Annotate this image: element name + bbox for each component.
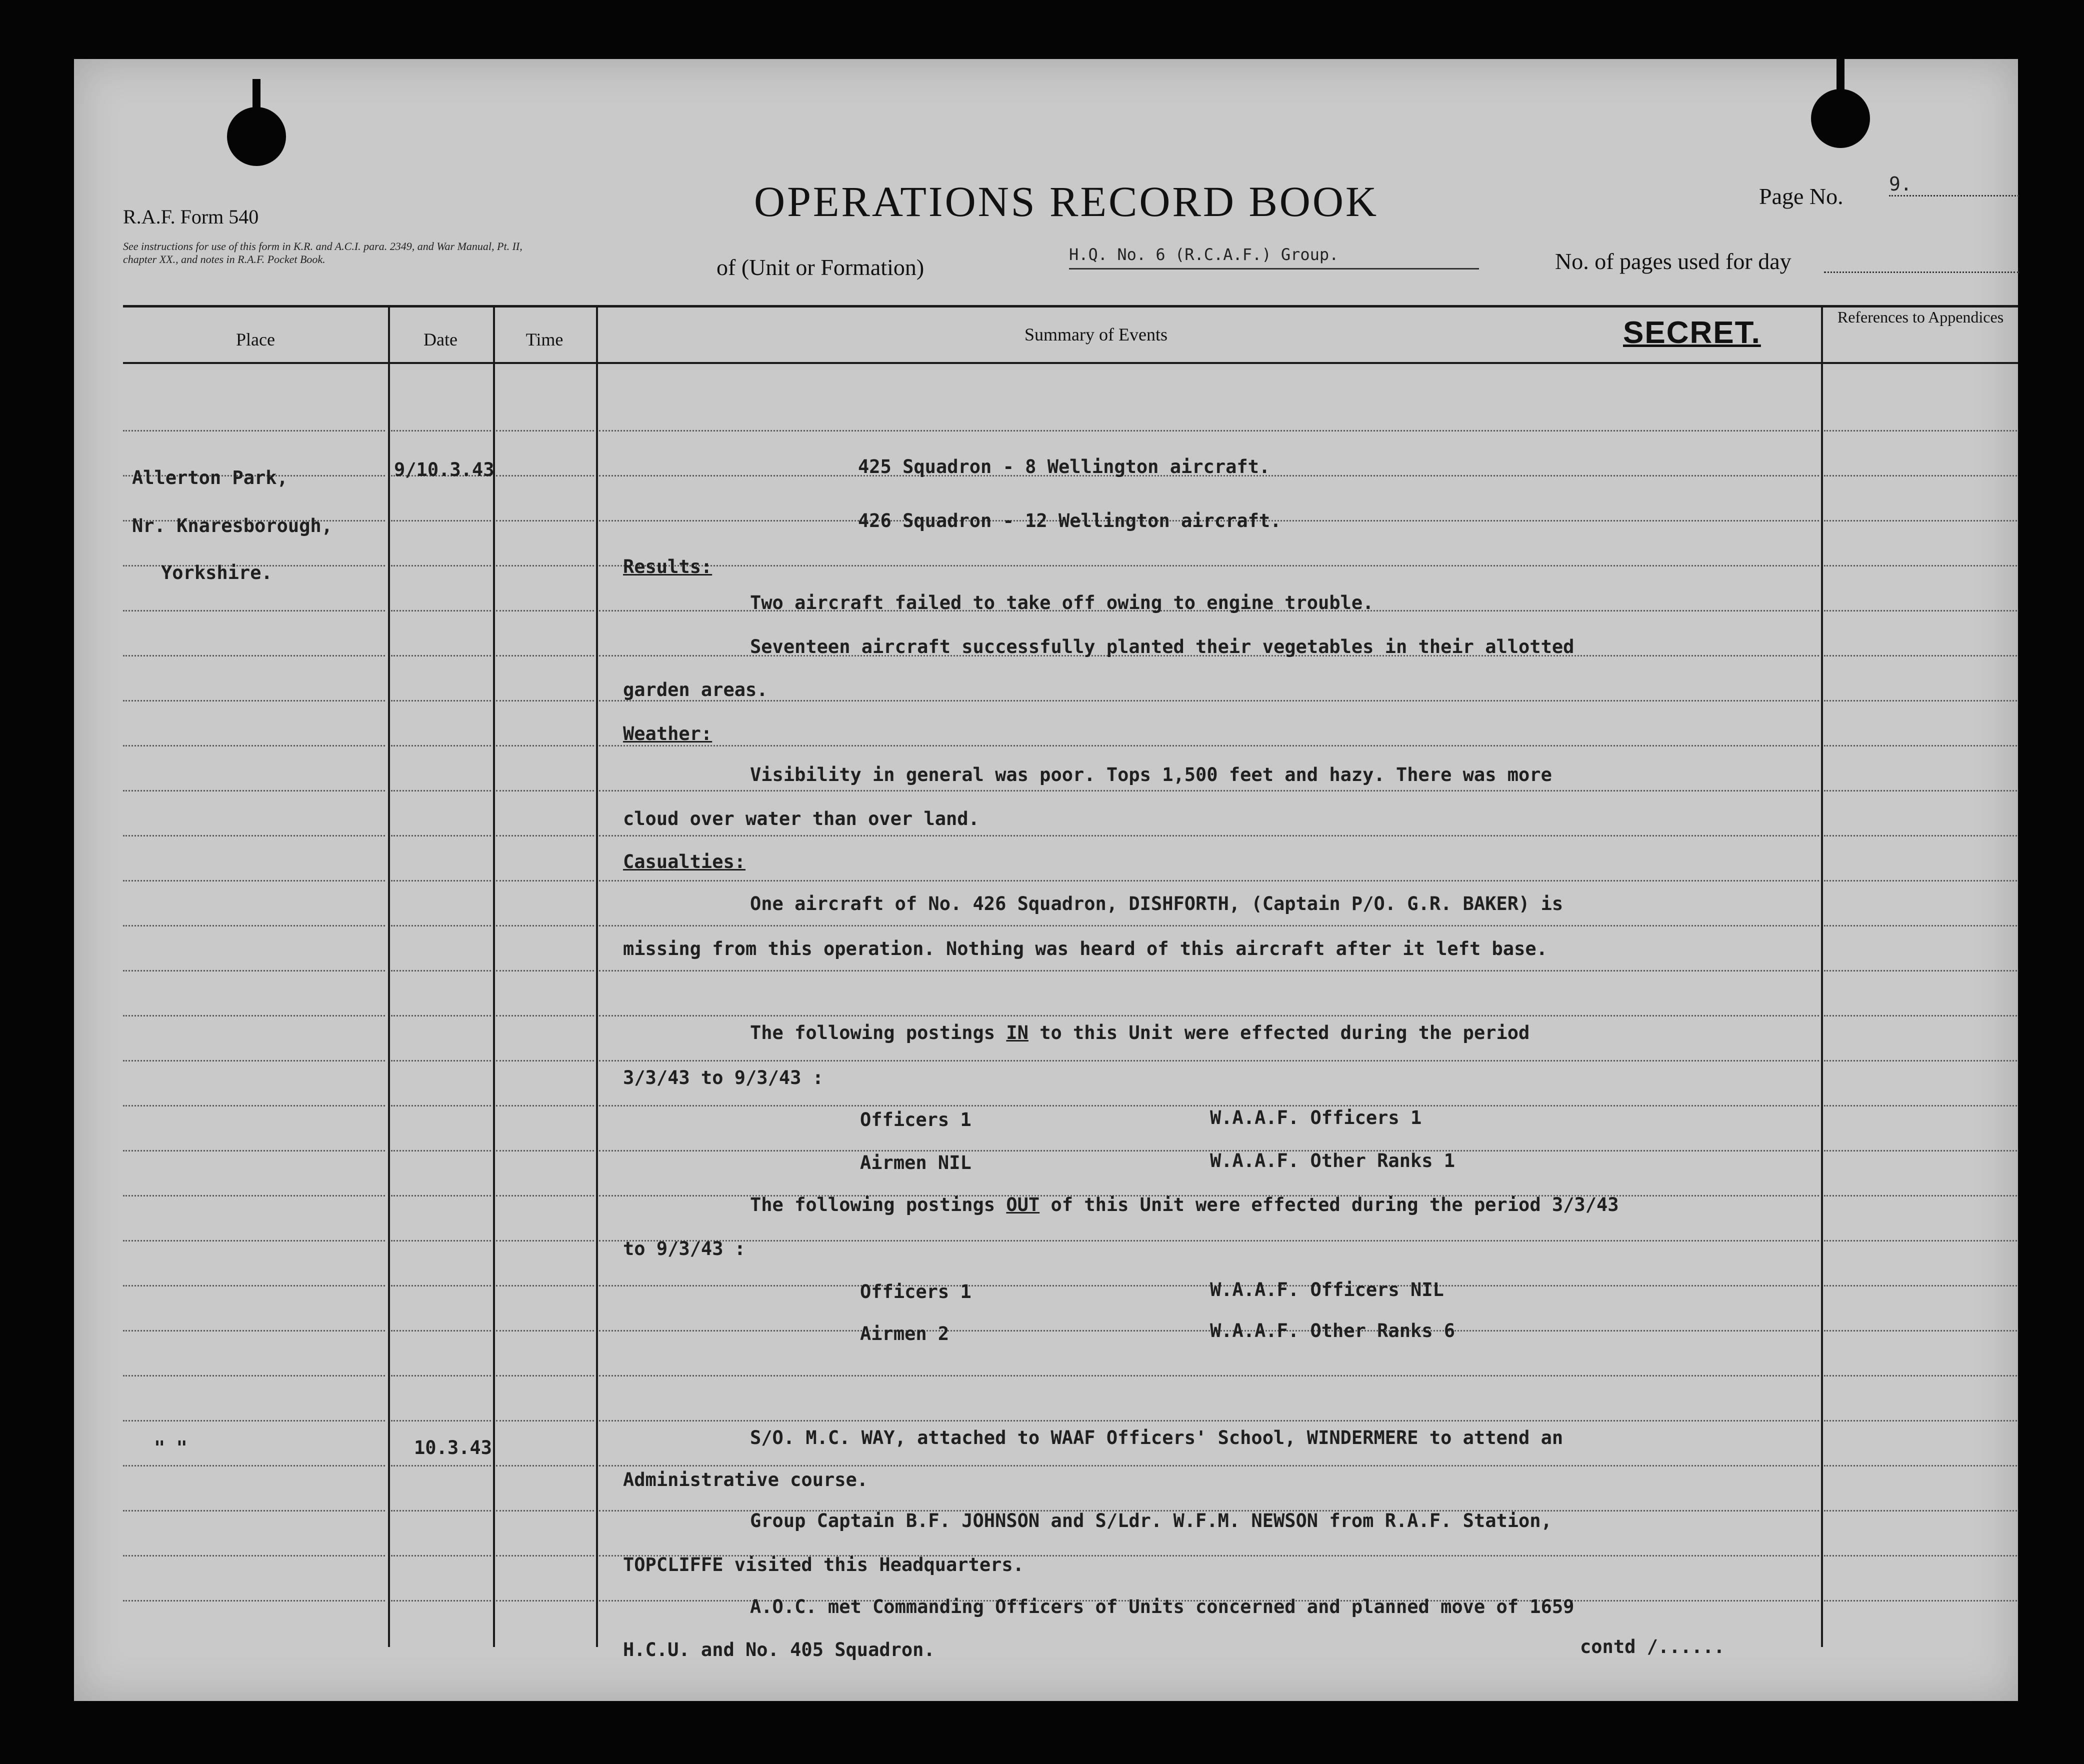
summary-line: 426 Squadron - 12 Wellington aircraft. <box>858 510 1282 532</box>
ruled-line <box>123 1330 385 1332</box>
form-number: R.A.F. Form 540 <box>123 206 259 228</box>
summary-line: missing from this operation. Nothing was heard of this aircraft after it left base. <box>623 938 1548 960</box>
pages-used-label: No. of pages used for day <box>1555 248 1792 274</box>
ruled-line <box>123 745 385 746</box>
ruled-line <box>123 1555 385 1556</box>
ruled-line <box>391 1330 491 1332</box>
ruled-line <box>496 475 594 476</box>
ruled-line <box>123 700 385 702</box>
postings-in-text-a: The following postings <box>750 1022 1006 1044</box>
ruled-line <box>496 1150 594 1152</box>
ruled-line <box>123 655 385 656</box>
ruled-line <box>123 610 385 612</box>
unit-value: H.Q. No. 6 (R.C.A.F.) Group. <box>1069 245 1479 270</box>
summary-line: cloud over water than over land. <box>623 808 980 830</box>
pages-used-value <box>1824 262 2019 273</box>
ruled-line <box>1824 700 2017 702</box>
ruled-line <box>391 835 491 836</box>
postings-out-line <box>750 1194 1619 1216</box>
ruled-line <box>496 1465 594 1466</box>
record-sheet <box>74 59 2018 1701</box>
column-divider-time <box>596 305 598 1647</box>
summary-line: Group Captain B.F. JOHNSON and S/Ldr. W.F.M. NEWSON from R.A.F. Station, <box>750 1510 1552 1532</box>
ruled-line <box>599 1240 1819 1242</box>
ruled-line <box>1824 745 2017 746</box>
header-date: Date <box>424 330 458 350</box>
column-divider-date <box>493 305 495 1647</box>
ruled-line <box>123 1015 385 1016</box>
ruled-line <box>496 745 594 746</box>
summary-line: H.C.U. and No. 405 Squadron. <box>623 1639 935 1660</box>
binder-hole-left <box>227 107 286 166</box>
ruled-line <box>496 1555 594 1556</box>
summary-line: to 9/3/43 : <box>623 1238 746 1260</box>
ruled-line <box>391 1150 491 1152</box>
header-place: Place <box>236 330 275 350</box>
ruled-line <box>496 1375 594 1376</box>
postings-out-keyword: OUT <box>1006 1194 1040 1216</box>
ruled-line <box>1824 1510 2017 1512</box>
header-references: References to Appendices <box>1837 308 2004 326</box>
summary-line: S/O. M.C. WAY, attached to WAAF Officers' School, WINDERMERE to attend an <box>750 1427 1564 1448</box>
postings-out-airmen: Airmen 2 <box>860 1323 950 1344</box>
ruled-line <box>599 745 1819 746</box>
ruled-line <box>1824 835 2017 836</box>
ruled-line <box>123 1510 385 1512</box>
ruled-line <box>391 700 491 702</box>
ruled-line <box>599 835 1819 836</box>
ruled-line <box>1824 1285 2017 1286</box>
ruled-line <box>496 1015 594 1016</box>
ruled-line <box>1824 1420 2017 1422</box>
page-number-value: 9. <box>1889 173 2019 196</box>
postings-in-waaf-other-ranks: W.A.A.F. Other Ranks 1 <box>1210 1150 1456 1172</box>
ruled-line <box>123 1285 385 1286</box>
ruled-line <box>123 1465 385 1466</box>
ruled-line <box>123 1105 385 1106</box>
ruled-line <box>123 430 385 432</box>
results-heading: Results: <box>623 556 712 578</box>
ruled-line <box>123 1375 385 1376</box>
ruled-line <box>496 1105 594 1106</box>
ruled-line <box>599 700 1819 702</box>
ruled-line <box>496 970 594 972</box>
ruled-line <box>123 1195 385 1196</box>
ruled-line <box>496 925 594 926</box>
ruled-line <box>391 520 491 522</box>
ruled-line <box>1824 1195 2017 1196</box>
ruled-line <box>391 1375 491 1376</box>
ruled-line <box>1824 1060 2017 1062</box>
ruled-line <box>496 790 594 792</box>
table-top-rule <box>123 305 2018 308</box>
place-line-1: Allerton Park, <box>132 467 288 488</box>
postings-out-waaf-officers: W.A.A.F. Officers NIL <box>1210 1279 1444 1300</box>
ruled-line <box>1824 1105 2017 1106</box>
ruled-line <box>123 790 385 792</box>
ruled-line <box>599 1015 1819 1016</box>
summary-line: Two aircraft failed to take off owing to engine trouble. <box>750 592 1374 614</box>
ruled-line <box>599 430 1819 432</box>
ruled-line <box>391 1600 491 1602</box>
column-divider-summary <box>1821 305 1823 1647</box>
ruled-line <box>391 925 491 926</box>
ruled-line <box>391 1105 491 1106</box>
ruled-line <box>496 1060 594 1062</box>
summary-line: 3/3/43 to 9/3/43 : <box>623 1067 824 1088</box>
continued-note: contd /...... <box>1580 1636 1725 1658</box>
ruled-line <box>391 430 491 432</box>
ruled-line <box>496 835 594 836</box>
header-time: Time <box>526 330 564 350</box>
ruled-line <box>1824 655 2017 656</box>
ruled-line <box>1824 610 2017 612</box>
ruled-line <box>599 1060 1819 1062</box>
postings-in-waaf-officers: W.A.A.F. Officers 1 <box>1210 1107 1422 1128</box>
binder-hole-right <box>1811 89 1870 148</box>
ruled-line <box>391 1510 491 1512</box>
ruled-line <box>1824 430 2017 432</box>
ruled-line <box>391 1465 491 1466</box>
place-line-3: Yorkshire. <box>161 562 272 584</box>
ruled-line <box>391 970 491 972</box>
ruled-line <box>496 520 594 522</box>
ruled-line <box>496 1195 594 1196</box>
ruled-line <box>496 1330 594 1332</box>
ruled-line <box>391 790 491 792</box>
ruled-line <box>123 925 385 926</box>
postings-out-waaf-other-ranks: W.A.A.F. Other Ranks 6 <box>1210 1320 1456 1342</box>
ruled-line <box>1824 1555 2017 1556</box>
ruled-line <box>391 1555 491 1556</box>
header-summary: Summary of Events <box>1024 324 1168 344</box>
ruled-line <box>496 1240 594 1242</box>
ruled-line <box>599 970 1819 972</box>
postings-out-officers: Officers 1 <box>860 1281 972 1302</box>
ruled-line <box>496 1420 594 1422</box>
ruled-line <box>123 1150 385 1152</box>
header-rule <box>123 362 2018 364</box>
ruled-line <box>391 610 491 612</box>
ruled-line <box>123 1600 385 1602</box>
ruled-line <box>1824 1600 2017 1602</box>
ruled-line <box>123 880 385 882</box>
ruled-line <box>391 1195 491 1196</box>
ruled-line <box>123 970 385 972</box>
ruled-line <box>599 1285 1819 1286</box>
postings-in-text-b: to this Unit were effected during the period <box>1028 1022 1530 1044</box>
ruled-line <box>391 1240 491 1242</box>
place-line-2: Nr. Knaresborough, <box>132 515 332 536</box>
ruled-line <box>1824 1150 2017 1152</box>
ruled-line <box>391 1285 491 1286</box>
ruled-line <box>1824 925 2017 926</box>
ruled-line <box>496 1510 594 1512</box>
ruled-line <box>599 1375 1819 1376</box>
place-ditto: " " <box>154 1437 188 1458</box>
page-title: OPERATIONS RECORD BOOK <box>754 178 1379 226</box>
ruled-line <box>1824 1330 2017 1332</box>
ruled-line <box>1824 520 2017 522</box>
ruled-line <box>1824 790 2017 792</box>
ruled-line <box>123 1060 385 1062</box>
ruled-line <box>1824 565 2017 566</box>
ruled-line <box>1824 880 2017 882</box>
ruled-line <box>391 1420 491 1422</box>
ruled-line <box>496 610 594 612</box>
ruled-line <box>123 835 385 836</box>
postings-in-officers: Officers 1 <box>860 1109 972 1130</box>
record-table <box>123 305 2018 1660</box>
entry-date-2: 10.3.43 <box>414 1437 492 1458</box>
ruled-line <box>599 565 1819 566</box>
summary-line: 425 Squadron - 8 Wellington aircraft. <box>858 456 1270 478</box>
page-number-label: Page No. <box>1759 184 1844 209</box>
ruled-line <box>496 565 594 566</box>
postings-in-line <box>750 1022 1530 1044</box>
ruled-line <box>391 565 491 566</box>
unit-label: of (Unit or Formation) <box>716 254 924 280</box>
postings-out-text-b: of this Unit were effected during the period 3/3/43 <box>1040 1194 1619 1216</box>
summary-line: Visibility in general was poor. Tops 1,500 feet and hazy. There was more <box>750 764 1552 786</box>
weather-heading: Weather: <box>623 723 712 744</box>
ruled-line <box>599 880 1819 882</box>
ruled-line <box>1824 1015 2017 1016</box>
ruled-line <box>599 925 1819 926</box>
ruled-line <box>1824 475 2017 476</box>
ruled-line <box>599 1420 1819 1422</box>
ruled-line <box>1824 1240 2017 1242</box>
entry-date-1: 9/10.3.43 <box>394 459 494 480</box>
summary-line: Seventeen aircraft successfully planted their vegetables in their allotted <box>750 636 1574 658</box>
secret-stamp: SECRET. <box>1623 316 1761 350</box>
summary-line: One aircraft of No. 426 Squadron, DISHFORTH, (Captain P/O. G.R. BAKER) is <box>750 893 1564 914</box>
ruled-line <box>496 655 594 656</box>
ruled-line <box>496 880 594 882</box>
ruled-line <box>496 700 594 702</box>
ruled-line <box>1824 1465 2017 1466</box>
form-instructions: See instructions for use of this form in K.R. and A.C.I. para. 2349, and War Manual, Pt. II, chapter XX., and notes in R.A.F. Pocket Book. <box>123 240 522 266</box>
ruled-line <box>391 655 491 656</box>
ruled-line <box>123 1240 385 1242</box>
ruled-line <box>1824 1375 2017 1376</box>
summary-line: A.O.C. met Commanding Officers of Units concerned and planned move of 1659 <box>750 1596 1574 1618</box>
postings-in-keyword: IN <box>1006 1022 1028 1044</box>
summary-line: TOPCLIFFE visited this Headquarters. <box>623 1554 1024 1576</box>
ruled-line <box>496 1285 594 1286</box>
summary-line: Administrative course. <box>623 1469 868 1490</box>
ruled-line <box>599 1330 1819 1332</box>
ruled-line <box>391 745 491 746</box>
summary-line: garden areas. <box>623 679 768 700</box>
ruled-line <box>599 1150 1819 1152</box>
ruled-line <box>599 1105 1819 1106</box>
ruled-line <box>496 1600 594 1602</box>
ruled-line <box>123 1420 385 1422</box>
ruled-line <box>391 1015 491 1016</box>
ruled-line <box>496 430 594 432</box>
ruled-line <box>599 1465 1819 1466</box>
column-divider-place <box>388 305 390 1647</box>
ruled-line <box>1824 970 2017 972</box>
postings-in-airmen: Airmen NIL <box>860 1152 972 1174</box>
ruled-line <box>391 880 491 882</box>
postings-out-text-a: The following postings <box>750 1194 1006 1216</box>
casualties-heading: Casualties: <box>623 851 746 872</box>
ruled-line <box>599 790 1819 792</box>
ruled-line <box>391 1060 491 1062</box>
